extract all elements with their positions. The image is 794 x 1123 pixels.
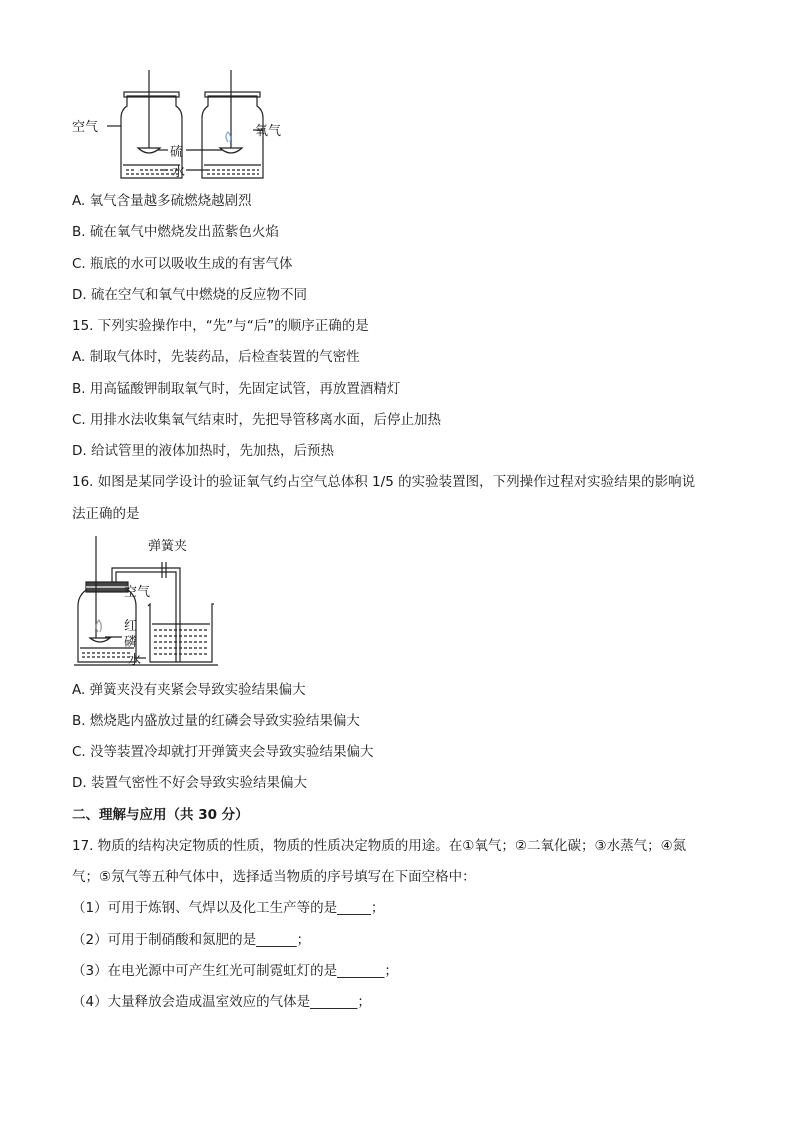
label-red: 红: [124, 619, 138, 634]
label-water: 水: [172, 165, 186, 180]
q17-sub3: （3）在电光源中可产生红光可制霓虹灯的是_______；: [72, 963, 398, 979]
sulfur-combustion-figure: [70, 66, 300, 184]
label-oxygen: 氧气: [255, 124, 282, 139]
q14-option-d: D. 硫在空气和氧气中燃烧的反应物不同: [72, 287, 307, 303]
q15-option-d: D. 给试管里的液体加热时，先加热，后预热: [72, 443, 334, 459]
q16-option-b: B. 燃烧匙内盛放过量的红磷会导致实验结果偏大: [72, 713, 360, 729]
phosphorus-apparatus-figure: [72, 534, 232, 672]
label-air: 空气: [124, 585, 151, 600]
q17-stem-line2: 气；⑤氖气等五种气体中，选择适当物质的序号填写在下面空格中：: [72, 869, 476, 885]
q15-stem: 15. 下列实验操作中，“先”与“后”的顺序正确的是: [72, 318, 369, 334]
section-heading: 二、理解与应用（共 30 分）: [72, 807, 249, 823]
q15-option-b: B. 用高锰酸钾制取氧气时，先固定试管，再放置酒精灯: [72, 381, 401, 397]
label-water: 水: [128, 653, 142, 668]
q15-option-c: C. 用排水法收集氧气结束时，先把导管移离水面，后停止加热: [72, 412, 442, 428]
q14-option-c: C. 瓶底的水可以吸收生成的有害气体: [72, 256, 293, 272]
q14-option-b: B. 硫在氧气中燃烧发出蓝紫色火焰: [72, 224, 279, 240]
q16-option-a: A. 弹簧夹没有夹紧会导致实验结果偏大: [72, 682, 306, 698]
label-air: 空气: [72, 120, 99, 135]
q17-stem-line1: 17. 物质的结构决定物质的性质，物质的性质决定物质的用途。在①氧气；②二氧化碳；③水蒸气；④氮: [72, 838, 687, 854]
q17-sub1: （1）可用于炼钢、气焊以及化工生产等的是_____；: [72, 900, 385, 916]
q16-option-c: C. 没等装置冷却就打开弹簧夹会导致实验结果偏大: [72, 744, 374, 760]
label-phosphorus: 磷: [124, 635, 138, 650]
label-sulfur: 硫: [170, 145, 184, 160]
q15-option-a: A. 制取气体时，先装药品，后检查装置的气密性: [72, 349, 360, 365]
q16-option-d: D. 装置气密性不好会导致实验结果偏大: [72, 775, 307, 791]
q17-sub4: （4）大量释放会造成温室效应的气体是_______；: [72, 994, 371, 1010]
label-spring-clip: 弹簧夹: [148, 539, 188, 554]
q16-stem-line2: 法正确的是: [72, 506, 140, 522]
q17-sub2: （2）可用于制硝酸和氮肥的是______；: [72, 932, 311, 948]
q14-option-a: A. 氧气含量越多硫燃烧越剧烈: [72, 193, 252, 209]
q16-stem-line1: 16. 如图是某同学设计的验证氧气约占空气总体积 1/5 的实验装置图，下列操作过程对实验结果的影响说: [72, 474, 696, 490]
